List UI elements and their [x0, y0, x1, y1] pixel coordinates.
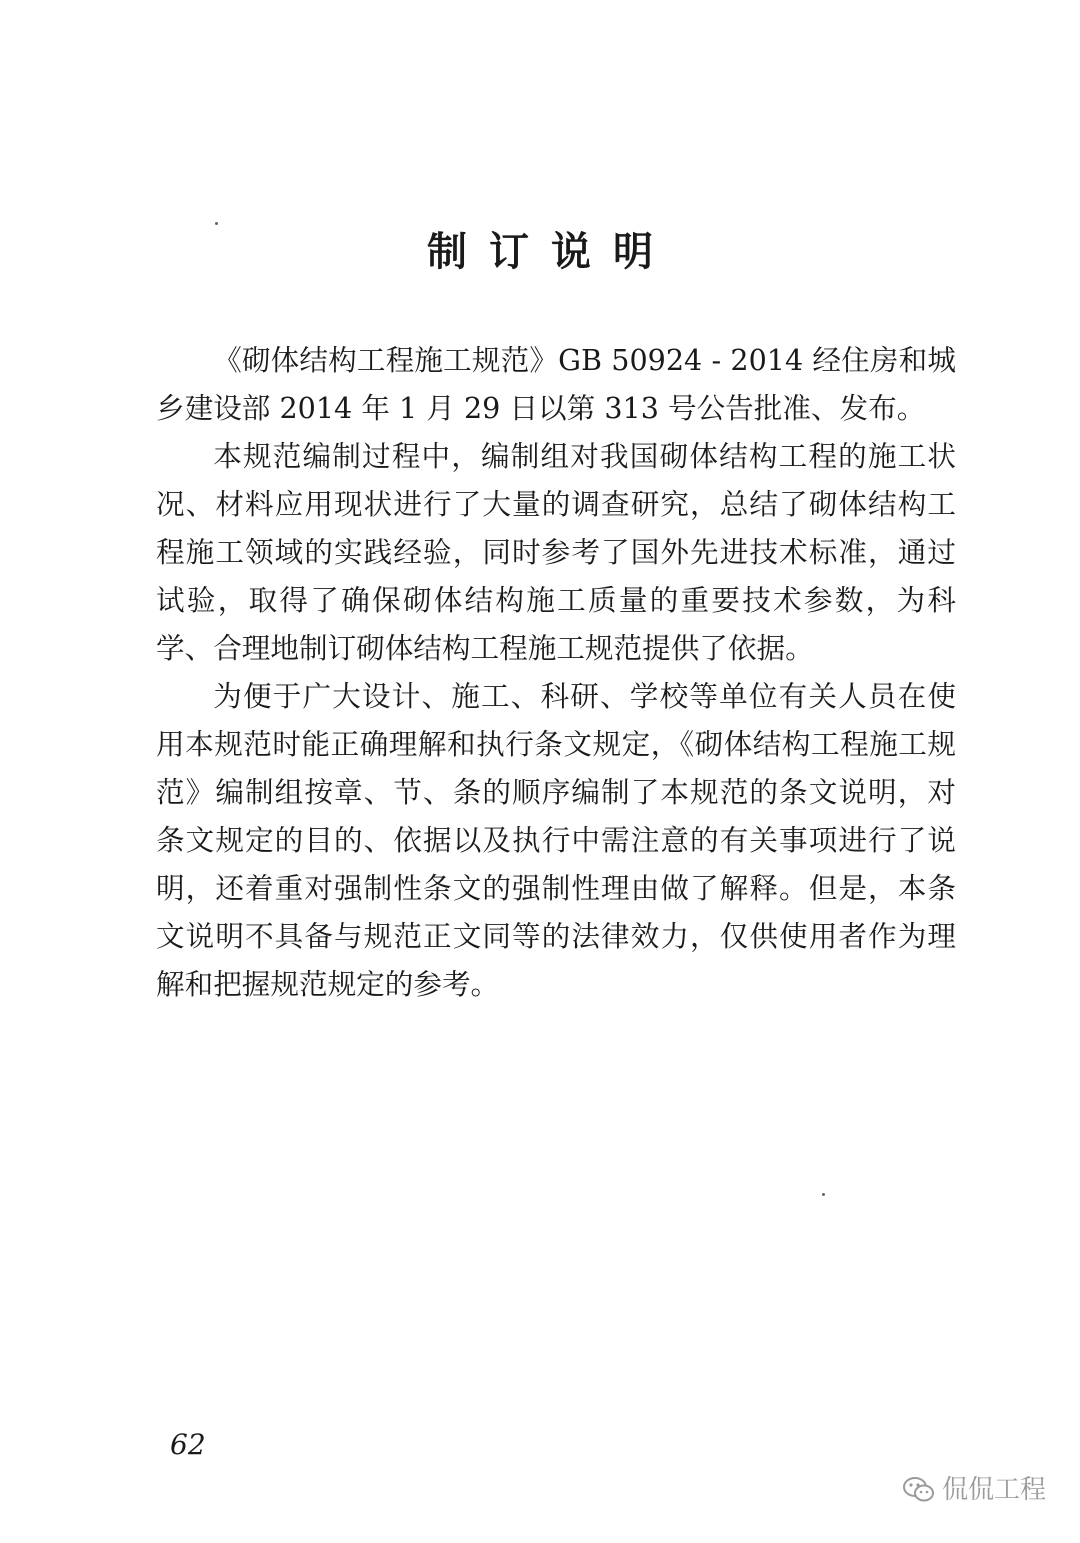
watermark-text: 侃侃工程	[941, 1475, 1046, 1505]
watermark	[902, 1472, 1046, 1508]
body-text	[156, 336, 956, 1008]
scan-speck	[822, 1193, 825, 1196]
page-number: 62	[170, 1428, 206, 1461]
paragraph-approval: 《砌体结构工程施工规范》GB 50924 - 2014 经住房和城乡建设部 2014 年 1 月 29 日以第 313 号公告批准、发布。	[156, 343, 956, 425]
page-title: 制订说明	[427, 228, 675, 275]
paragraph-compilation: 本规范编制过程中，编制组对我国砌体结构工程的施工状况、材料应用现状进行了大量的调查研究，总结了砌体结构工程施工领域的实践经验，同时参考了国外先进技术标准，通过试验，取得了确保砌体结构施工质量的重要技术参数，为科学、合理地制订砌体结构工程施工规范提供了依据。	[156, 439, 956, 665]
wechat-icon	[902, 1475, 936, 1505]
paragraph-usage: 为便于广大设计、施工、科研、学校等单位有关人员在使用本规范时能正确理解和执行条文规定，《砌体结构工程施工规范》编制组按章、节、条的顺序编制了本规范的条文说明，对条文规定的目的、依据以及执行中需注意的有关事项进行了说明，还着重对强制性条文的强制性理由做了解释。但是，本条文说明不具备与规范正文同等的法律效力，仅供使用者作为理解和把握规范规定的参考。	[156, 679, 956, 1001]
